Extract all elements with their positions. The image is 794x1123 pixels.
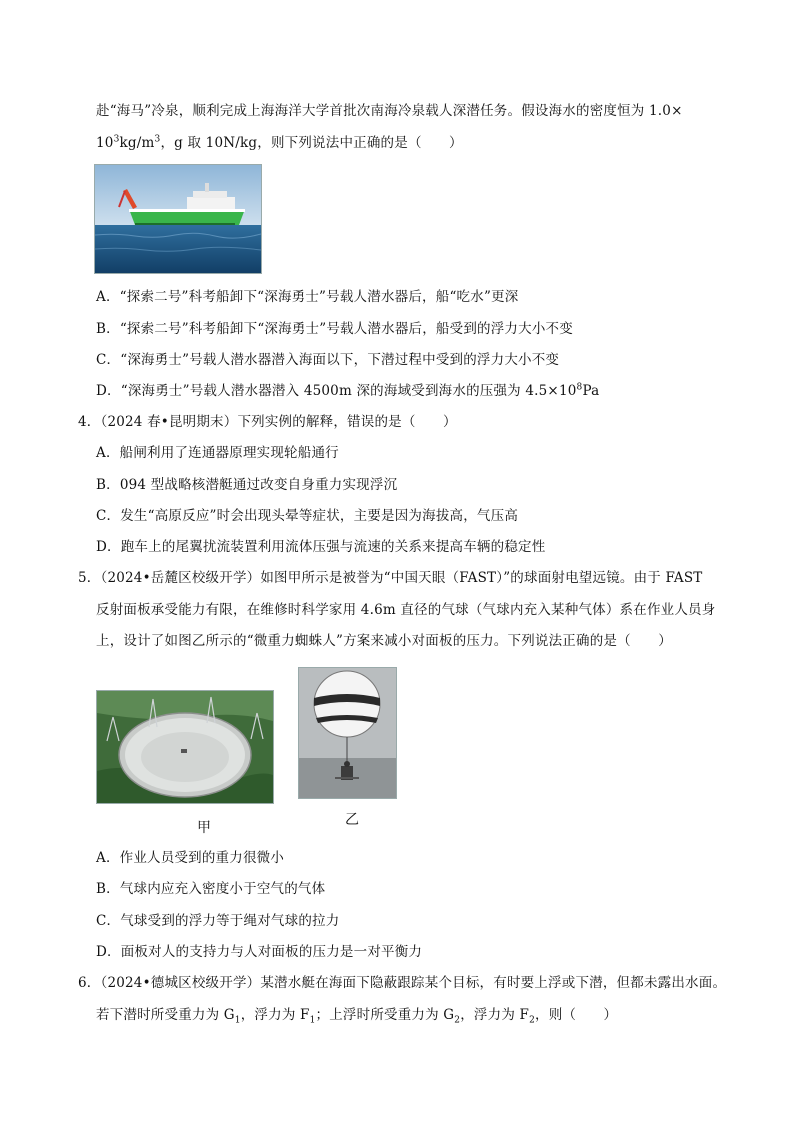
caption-jia: 甲 [197,820,211,836]
q3-option-b: B．“探索二号”科考船卸下“深海勇士”号载人潜水器后，船受到的浮力大小不变 [96,321,573,337]
density-exponent: 3 [113,134,120,145]
balloon-photo [298,667,397,799]
q6-gravity-up-label: ；上浮时所受重力为 G [315,1007,455,1023]
q5-option-c: C．气球受到的浮力等于绳对气球的拉力 [96,913,340,929]
pressure-exponent: 8 [576,382,583,393]
q5-stem-line1: 5．（2024•岳麓区校级开学）如图甲所示是被誉为“中国天眼（FAST）”的球面射电望远镜。由于 FAST [78,570,703,586]
q6-stem-end: ，则（ ） [535,1007,618,1023]
subscript-1: 1 [309,1015,316,1026]
q4-option-b: B．094 型战略核潜艇通过改变自身重力实现浮沉 [96,477,398,493]
q4-stem: 4．（2024 春•昆明期末）下列实例的解释，错误的是（ ） [78,414,457,430]
q6-buoyancy-up-label: ，浮力为 F [460,1007,530,1023]
q6-stem-line2 [96,1006,617,1024]
subscript-2: 2 [529,1015,536,1026]
subscript-2: 2 [454,1015,461,1026]
q3-intro-rest: ，g 取 10N/kg，则下列说法中正确的是（ ） [160,135,463,151]
q3-option-d-text: D．“深海勇士”号载人潜水器潜入 4500m 深的海域受到海水的压强为 4.5×10 [96,383,577,399]
q3-option-a: A．“探索二号”科考船卸下“深海勇士”号载人潜水器后，船“吃水”更深 [96,289,519,305]
fast-telescope-photo [96,690,274,804]
q6-stem-line1: 6．（2024•德城区校级开学）某潜水艇在海面下隐蔽跟踪某个目标，有时要上浮或下潜，但都未露出水面。 [78,975,727,991]
q3-option-d [96,382,599,400]
q4-option-a: A．船闸利用了连通器原理实现轮船通行 [96,445,339,461]
pressure-unit: Pa [582,383,600,399]
q3-intro-line2 [96,134,463,152]
density-unit: kg/m [119,135,155,151]
q3-intro-line1: 赴“海马”冷泉，顺利完成上海海洋大学首批次南海冷泉载人深潜任务。假设海水的密度恒为 1.0× [96,103,683,119]
q5-option-d: D．面板对人的支持力与人对面板的压力是一对平衡力 [96,944,423,960]
ship-photo [94,164,262,274]
q5-option-a: A．作业人员受到的重力很微小 [96,850,285,866]
subscript-1: 1 [234,1015,241,1026]
q4-option-c: C．发生“高原反应”时会出现头晕等症状，主要是因为海拔高，气压高 [96,508,519,524]
q5-stem-line2: 反射面板承受能力有限，在维修时科学家用 4.6m 直径的气球（气球内充入某种气体）系在作业人员身 [96,602,716,618]
q3-option-c: C．“深海勇士”号载人潜水器潜入海面以下，下潜过程中受到的浮力大小不变 [96,352,560,368]
density-unit-exponent: 3 [154,134,161,145]
q6-buoyancy-down-label: ，浮力为 F [240,1007,310,1023]
q5-stem-line3: 上，设计了如图乙所示的“微重力蜘蛛人”方案来减小对面板的压力。下列说法正确的是（ ） [96,633,672,649]
caption-yi: 乙 [345,812,359,828]
q6-gravity-down-label: 若下潜时所受重力为 G [96,1007,235,1023]
q5-option-b: B．气球内应充入密度小于空气的气体 [96,881,326,897]
density-base: 10 [96,135,114,151]
q4-option-d: D．跑车上的尾翼扰流装置利用流体压强与流速的关系来提高车辆的稳定性 [96,539,546,555]
